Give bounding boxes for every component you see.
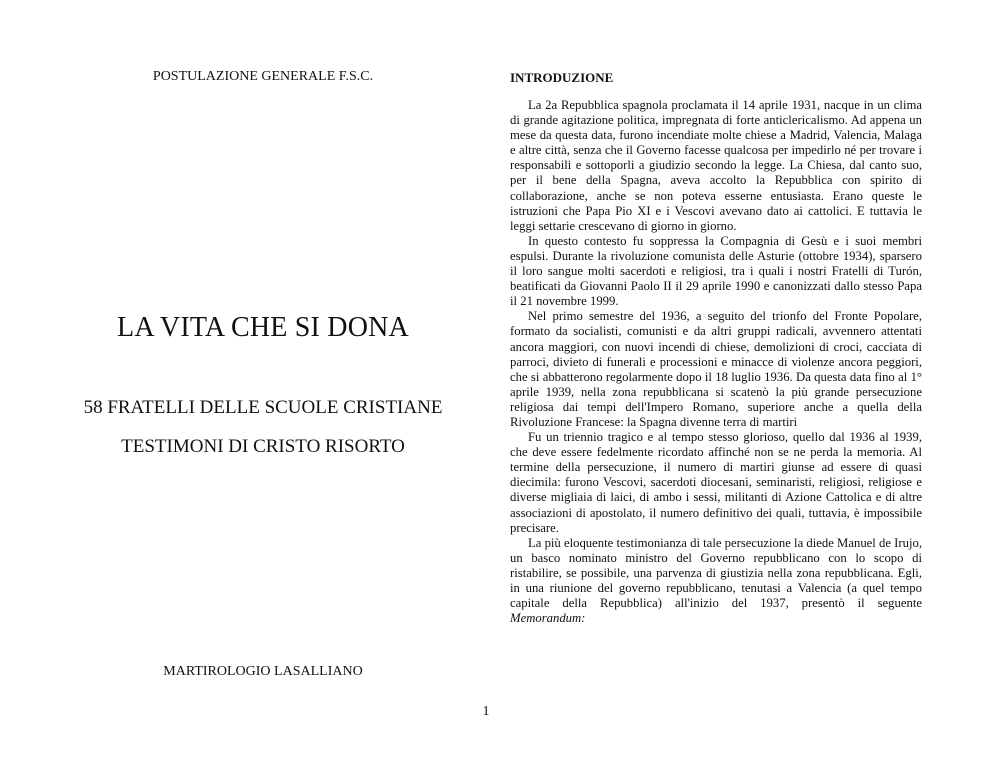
memorandum-word: Memorandum: <box>510 611 586 626</box>
right-page <box>510 70 922 626</box>
organization-header: POSTULAZIONE GENERALE F.S.C. <box>152 69 374 84</box>
paragraph: Nel primo semestre del 1936, a seguito del trionfo del Fronte Popolare, formato da socialisti, comunisti e da altri gruppi radicali, avvennero attentati ancora maggiori, con nuovi incendi di chiese, demolizioni di croci, cacciata di parroci, divieto di funerali e processioni e minacce di violenze ancora peggiori, che si abbatterono regolarmente dopo il 18 luglio 1936. Da questa data fino al 1° aprile 1939, nella zona repubblicana si scatenò la più grande persecuzione religiosa dai tempi dell'Impero Romano, superiore anche a quella della Rivoluzione Francese: la Spagna divenne terra di martiri <box>510 309 922 429</box>
paragraph: La 2a Repubblica spagnola proclamata il 14 aprile 1931, nacque in un clima di grande agitazione politica, impregnata di forte anticlericalismo. Ad appena un mese da questa data, furono incendiate molte chiese a Madrid, Valencia, Malaga e altre città, senza che il Governo facesse qualcosa per impedirlo né per trovare i responsabili e sottoporli a giudizio secondo la legge. La Chiesa, dal canto suo, per il bene della Spagna, aveva accolto la Repubblica con spirito di collaborazione, anche se non poteva esserne entusiasta. Erano queste le istruzioni che Papa Pio XI e i Vescovi avevano dato ai cattolici. E tuttavia le leggi settarie crescevano di giorno in giorno. <box>510 98 922 233</box>
series-name: MARTIROLOGIO LASALLIANO <box>163 664 363 679</box>
paragraph: Fu un triennio tragico e al tempo stesso glorioso, quello dal 1936 al 1939, che deve essere fedelmente ricordato affinché non se ne perda la memoria. Al termine della persecuzione, il numero di martiri giunse ad essere di quasi diecimila: furono Vescovi, sacerdoti diocesani, seminaristi, religiosi, religiose e diverse migliaia di laici, di ambo i sessi, militanti di Azione Cattolica e di altre associazioni di apostolato, il numero definitivo dei quali, tuttavia, è impossibile precisare. <box>510 430 922 535</box>
paragraph-last <box>510 536 922 627</box>
book-title: LA VITA CHE SI DONA <box>117 312 409 343</box>
section-heading: INTRODUZIONE <box>510 70 614 85</box>
book-subtitle-line2: TESTIMONI DI CRISTO RISORTO <box>121 436 405 457</box>
paragraph-last-text: La più eloquente testimonianza di tale persecuzione la diede Manuel de Irujo, un basco nominato ministro del Governo repubblicano con lo scopo di ristabilire, se possibile, una parvenza di giustizia nella zona repubblicana. Egli, in una riunione del governo repubblicano, tenutasi a Valencia (a quel tempo capitale della Repubblica) all'inizio del 1937, presentò il seguente <box>510 535 922 611</box>
book-subtitle-line1: 58 FRATELLI DELLE SCUOLE CRISTIANE <box>83 397 443 418</box>
paragraph: In questo contesto fu soppressa la Compagnia di Gesù e i suoi membri espulsi. Durante la rivoluzione comunista delle Asturie (ottobre 1934), sparsero il loro sangue molti sacerdoti e religiosi, tra i quali i nostri Fratelli di Turón, beatificati da Giovanni Paolo II il 29 aprile 1990 e canonizzati dallo stesso Papa il 21 novembre 1999. <box>510 233 922 309</box>
page-number: 1 <box>482 704 490 719</box>
